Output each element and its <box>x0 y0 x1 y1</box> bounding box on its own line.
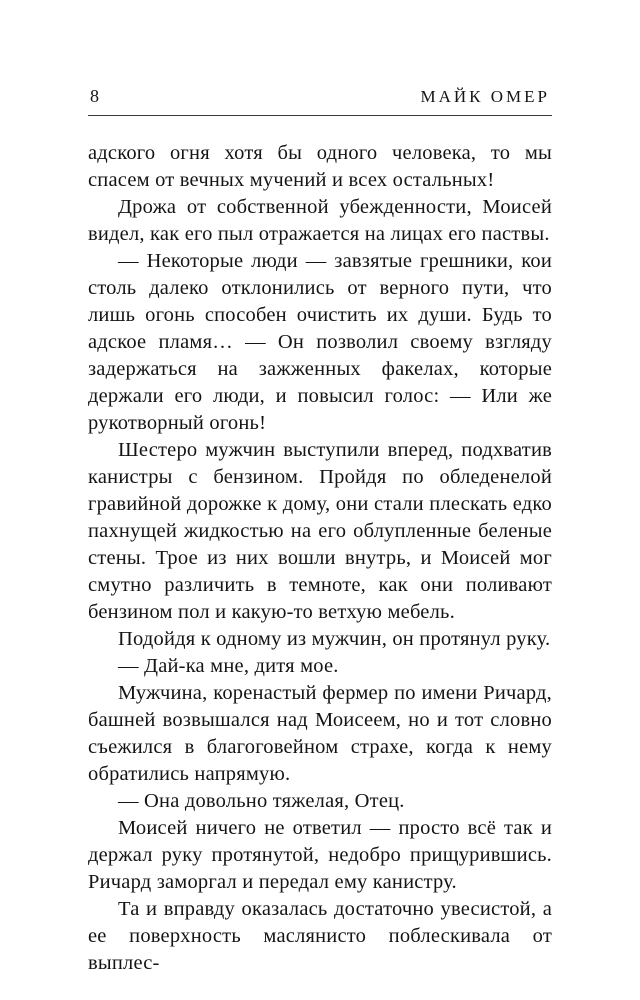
paragraph: Подойдя к одному из мужчин, он протянул руку. <box>118 628 551 650</box>
page-header <box>88 86 552 116</box>
page-body <box>88 116 552 977</box>
paragraph: Моисей ничего не ответил — просто всё так и держал руку протянутой, недобро прищурившись. Ричард заморгал и передал ему канистру. <box>88 817 552 893</box>
paragraph: адского огня хотя бы одного человека, то мы спасем от вечных мучений и всех остальных! <box>88 142 552 191</box>
paragraph: — Она довольно тяжелая, Отец. <box>118 790 405 812</box>
running-head-author: МАЙК ОМЕР <box>420 87 550 106</box>
paragraph: Мужчина, коренастый фермер по имени Ричард, башней возвышался над Моисеем, но и тот словно съежился в благоговейном страхе, когда к нему обратились напрямую. <box>88 682 552 785</box>
page-number: 8 <box>90 86 99 106</box>
paragraph: — Дай-ка мне, дитя мое. <box>118 655 339 677</box>
paragraph: — Некоторые люди — завзятые грешники, кои столь далеко отклонились от верного пути, что лишь огонь способен очистить их души. Будь то адское пламя… — Он позволил своему взгляду задержаться на зажженных факелах, которые держали его люди, и повысил голос: — Или же рукотворный огонь! <box>88 250 552 434</box>
paragraph: Та и вправду оказалась достаточно увесистой, а ее поверхность маслянисто поблескивала от выплес- <box>88 898 552 974</box>
paragraph: Дрожа от собственной убежденности, Моисей видел, как его пыл отражается на лицах его паствы. <box>88 196 552 245</box>
paragraph: Шестеро мужчин выступили вперед, подхватив канистры с бензином. Пройдя по обледенелой гравийной дорожке к дому, они стали плескать едко пахнущей жидкостью на его облупленные беленые стены. Трое из них вошли внутрь, и Моисей мог смутно различить в темноте, как они поливают бензином пол и какую-то ветхую мебель. <box>88 439 552 623</box>
